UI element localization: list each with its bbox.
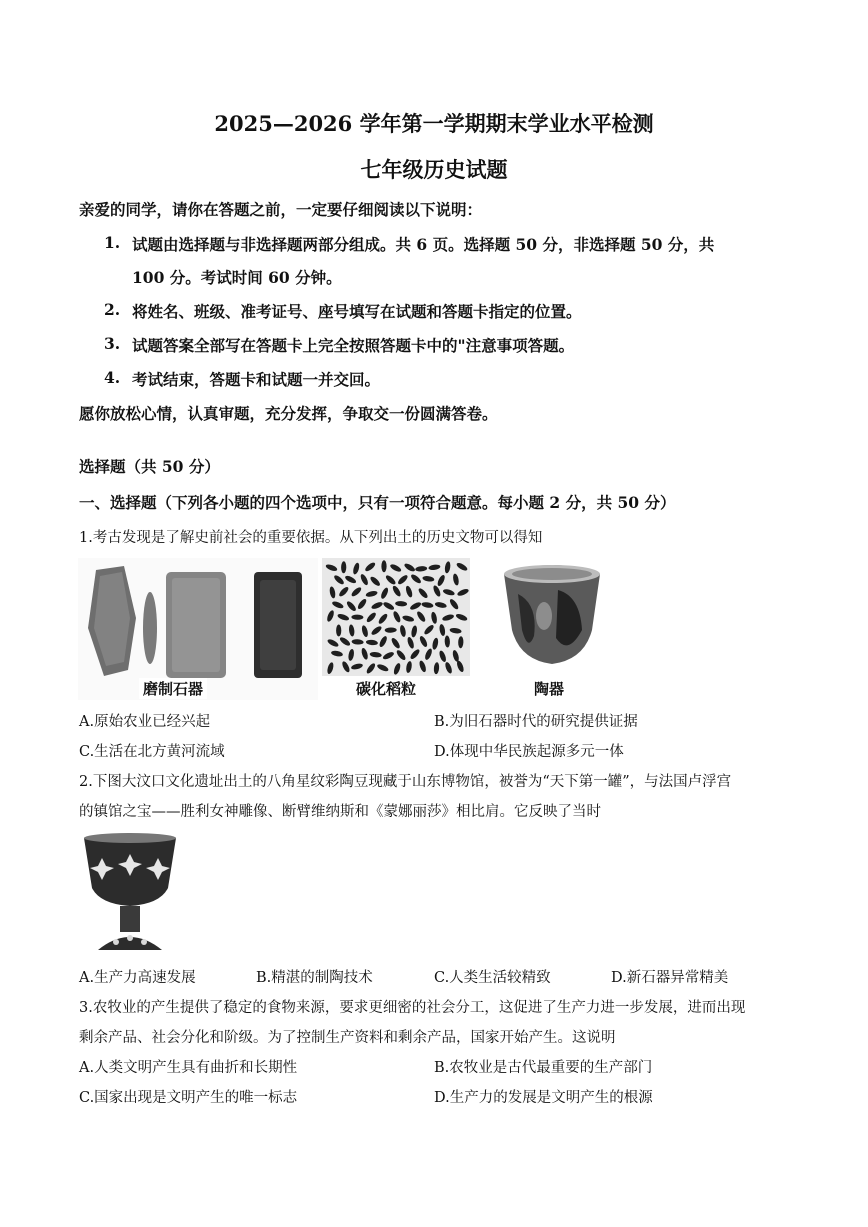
q3-option-a: A.人类文明产生具有曲折和长期性	[79, 1060, 298, 1076]
instruction-4-line1: 考试结束，答题卡和试题一并交回。	[132, 370, 381, 389]
q2-option-d: D.新石器异常精美	[611, 970, 729, 986]
instruction-2-num: 2.	[104, 300, 121, 319]
instructions-intro: 亲爱的同学，请你在答题之前，一定要仔细阅读以下说明：	[79, 200, 483, 219]
q2-stem-line2: 的镇馆之宝——胜利女神雕像、断臂维纳斯和《蒙娜丽莎》相比肩。它反映了当时	[79, 804, 601, 820]
q3-stem-line1: 3.农牧业的产生提供了稳定的食物来源，要求更细密的社会分工，这促进了生产力进一步发展，进而出现	[79, 1000, 746, 1016]
instruction-1-line1: 试题由选择题与非选择题两部分组成。共 6 页。选择题 50 分，非选择题 50 分，共	[132, 235, 715, 254]
part-heading: 一、选择题（下列各小题的四个选项中，只有一项符合题意。每小题 2 分，共 50 分）	[79, 493, 676, 512]
instruction-3-line1: 试题答案全部写在答题卡上完全按照答题卡中的"注意事项答题。	[132, 336, 575, 355]
q1-option-d: D.体现中华民族起源多元一体	[434, 744, 624, 760]
instruction-4-num: 4.	[104, 368, 121, 387]
instructions-closing: 愿你放松心情，认真审题，充分发挥，争取交一份圆满答卷。	[79, 404, 498, 423]
instruction-1-line2: 100 分。考试时间 60 分钟。	[132, 268, 342, 287]
instruction-2-line1: 将姓名、班级、准考证号、座号填写在试题和答题卡指定的位置。	[132, 302, 582, 321]
exam-title: 2025—2026 学年第一学期期末学业水平检测	[214, 111, 654, 136]
q2-option-c: C.人类生活较精致	[434, 970, 551, 986]
q3-stem-line2: 剩余产品、社会分化和阶级。为了控制生产资料和剩余产品，国家开始产生。这说明	[79, 1030, 616, 1046]
q1-option-a: A.原始农业已经兴起	[79, 714, 211, 730]
q3-option-c: C.国家出现是文明产生的唯一标志	[79, 1090, 298, 1106]
instruction-3-num: 3.	[104, 334, 121, 353]
caption-pottery: 陶器	[534, 680, 565, 698]
q2-option-b: B.精湛的制陶技术	[256, 970, 373, 986]
instruction-1-num: 1.	[104, 233, 121, 252]
caption-stone-tools: 磨制石器	[139, 678, 207, 699]
q2-option-a: A.生产力高速发展	[79, 970, 196, 986]
pottery-image	[498, 560, 606, 672]
painted-pottery-dou-image	[80, 832, 180, 954]
q3-option-b: B.农牧业是古代最重要的生产部门	[434, 1060, 653, 1076]
q2-stem-line1: 2.下图大汶口文化遗址出土的八角星纹彩陶豆现藏于山东博物馆，被誉为“天下第一罐”，与法国卢浮宫	[79, 774, 732, 790]
caption-carbonized-rice: 碳化稻粒	[356, 680, 417, 698]
q1-option-c: C.生活在北方黄河流域	[79, 744, 225, 760]
q1-stem: 1.考古发现是了解史前社会的重要依据。从下列出土的历史文物可以得知	[79, 530, 543, 546]
q3-option-d: D.生产力的发展是文明产生的根源	[434, 1090, 653, 1106]
exam-subtitle: 七年级历史试题	[360, 157, 508, 182]
q1-option-b: B.为旧石器时代的研究提供证据	[434, 714, 638, 730]
carbonized-rice-image	[322, 558, 470, 676]
section-heading: 选择题（共 50 分）	[79, 457, 220, 476]
